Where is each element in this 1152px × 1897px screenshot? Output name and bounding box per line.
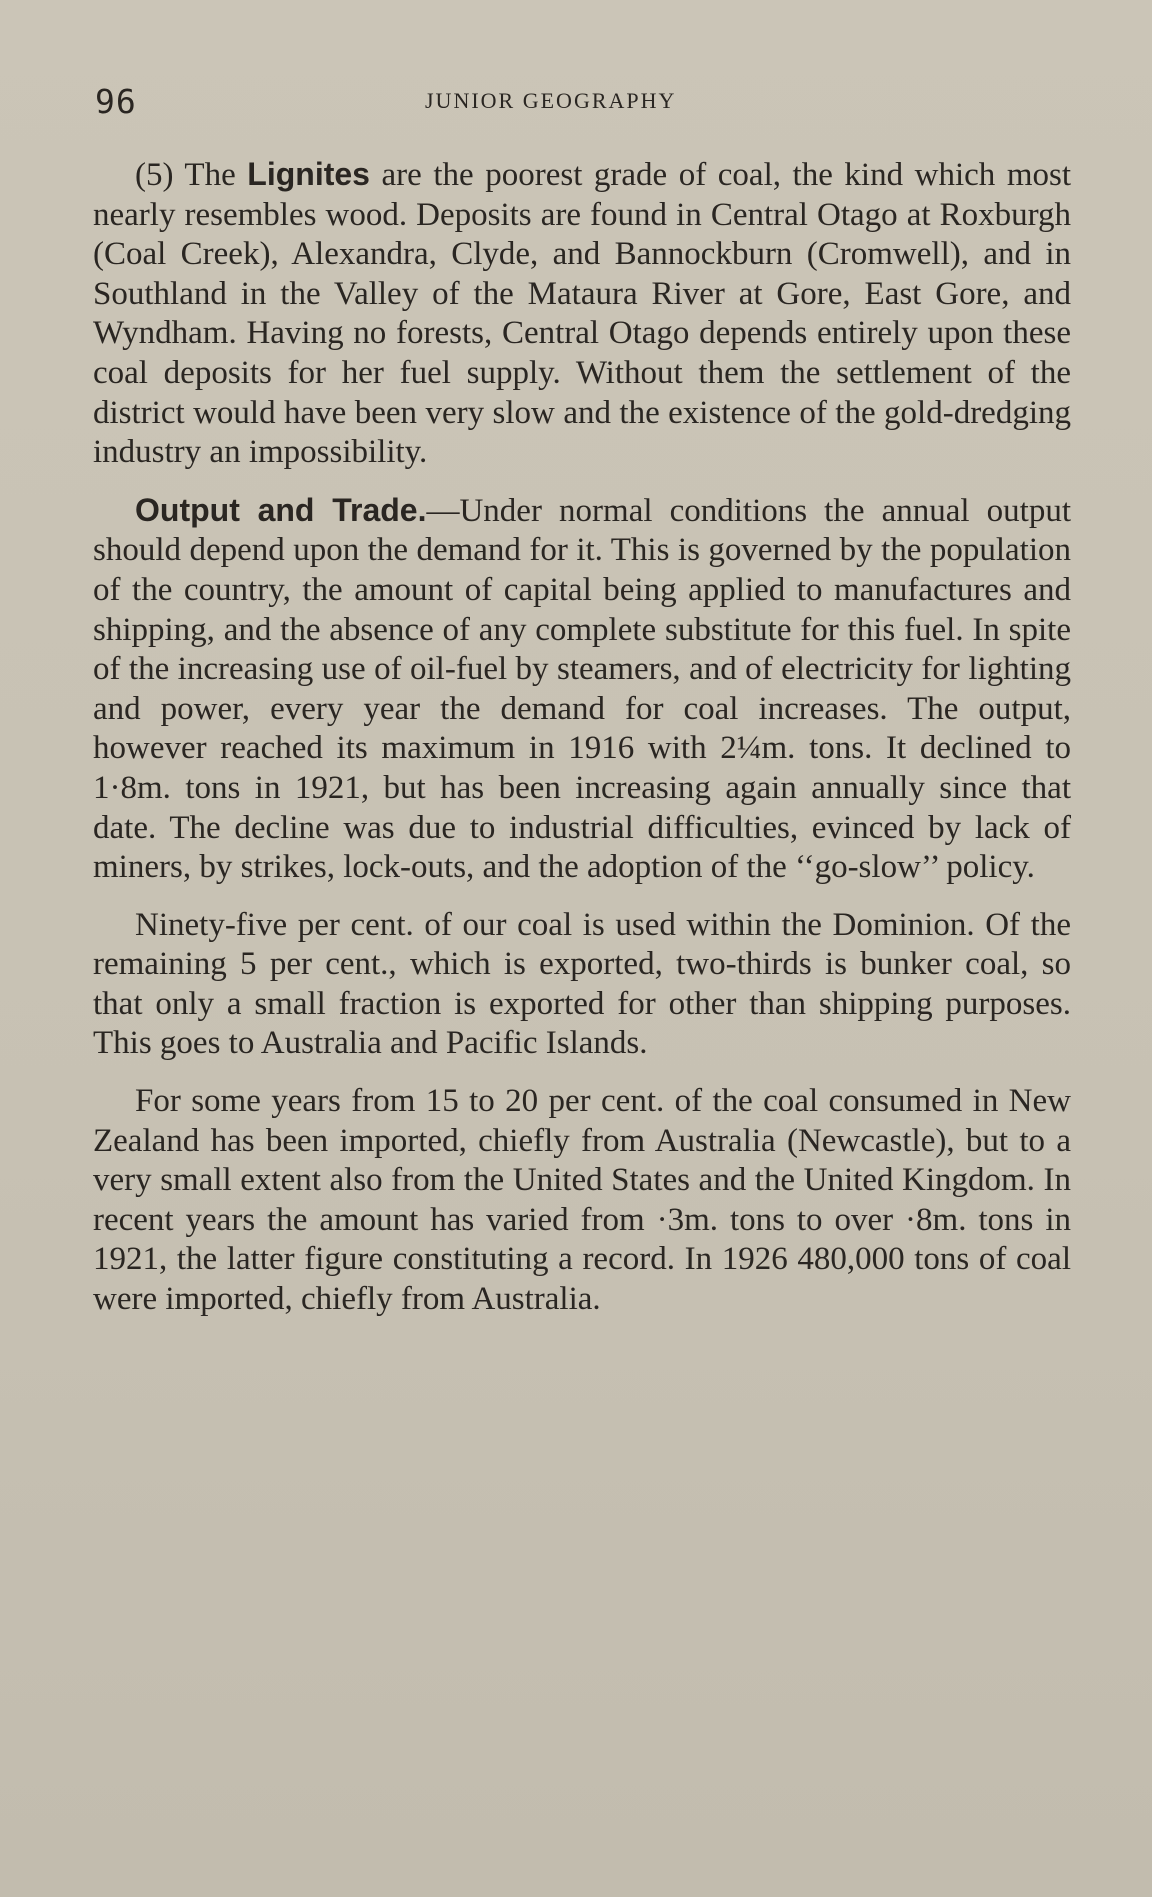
paragraph-imports xyxy=(93,1082,1071,1320)
body-text xyxy=(93,155,1071,1338)
paragraph-lignites xyxy=(93,155,1071,473)
running-head: JUNIOR GEOGRAPHY xyxy=(425,88,677,113)
paragraph-text: are the poorest grade of coal, the kind which most nearly resembles wood. Deposits are found in Central Otago at Roxburgh (Coal Creek), Alexandra, Clyde, and Bannockburn (Cromwell), and in Southland in the Valley of the Mataura River at Gore, East Gore, and Wyndham. Having no forests, Central Otago depends entirely upon these coal deposits for her fuel supply. Without them the settlement of the district would have been very slow and the existence of the gold-dredging industry an impossibility. xyxy=(93,157,1072,471)
paragraph-text: —Under normal conditions the annual output should depend upon the demand for it. This is governed by the population of the country, the amount of capital being applied to manufactures and shipping, and the absence of any complete substitute for this fuel. In spite of the increasing use of oil-fuel by steamers, and of electricity for lighting and power, every year the demand for coal increases. The output, however reached its maximum in 1916 with 2¼m. tons. It declined to 1·8m. tons in 1921, but has been increasing again annually since that date. The decline was due to industrial difficulties, evinced by lack of miners, by strikes, lock-outs, and the adoption of the ‘‘go-slow’’ policy. xyxy=(93,492,1071,886)
page-number: 96 xyxy=(95,82,137,121)
paragraph-exports xyxy=(93,906,1071,1064)
heading-lignites: Lignites xyxy=(247,156,370,192)
paragraph-output-and-trade xyxy=(93,491,1071,888)
paragraph-text: For some years from 15 to 20 per cent. of the coal consumed in New Zealand has been imported, chiefly from Australia (Newcastle), but to a very small extent also from the United States and the United Kingdom. In recent years the amount has varied from ·3m. tons to over ·8m. tons in 1921, the latter figure constituting a record. In 1926 480,000 tons of coal were imported, chiefly from Australia. xyxy=(93,1083,1071,1318)
paragraph-text: Ninety-five per cent. of our coal is used within the Dominion. Of the remaining 5 per cent., which is exported, two-thirds is bunker coal, so that only a small fraction is exported for other than shipping purposes. This goes to Australia and Pacific Islands. xyxy=(93,906,1071,1062)
paragraph-lead: (5) The xyxy=(135,157,248,193)
heading-output-and-trade: Output and Trade. xyxy=(135,491,427,528)
page-header xyxy=(95,82,1070,122)
